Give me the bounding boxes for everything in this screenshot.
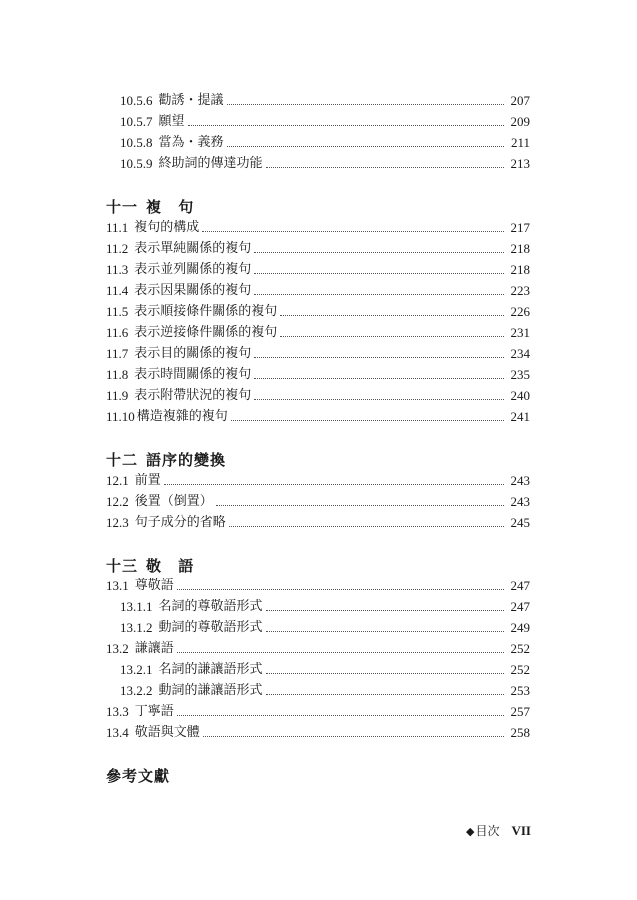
entry-number: 11.2	[106, 241, 129, 256]
entry-page: 247	[510, 599, 530, 614]
entry-page: 252	[510, 641, 530, 656]
entry-page: 218	[510, 262, 530, 277]
entry-page: 213	[510, 156, 530, 171]
dot-leader	[266, 609, 504, 611]
entry-title: 表示逆接條件關係的複句	[134, 325, 278, 340]
chapter-title: 敬 語	[146, 557, 200, 575]
chapter-heading	[106, 449, 226, 470]
toc-entry	[0, 678, 637, 699]
references-title: 參考文獻	[106, 767, 171, 785]
entry-title: 敬語與文體	[134, 725, 200, 740]
entry-title: 複句的構成	[134, 220, 200, 235]
entry-title: 表示目的關係的複句	[134, 346, 252, 361]
entry-page: 249	[510, 620, 530, 635]
entry-page: 209	[510, 114, 530, 129]
entry-page: 218	[510, 241, 530, 256]
entry-title: 當為・義務	[158, 135, 224, 150]
entry-page: 240	[510, 388, 530, 403]
dot-leader	[254, 356, 504, 358]
toc-entry	[0, 215, 637, 236]
entry-title: 句子成分的省略	[134, 515, 226, 530]
entry-title: 表示順接條件關係的複句	[134, 304, 278, 319]
toc-entry	[0, 404, 637, 425]
entry-page: 252	[510, 662, 530, 677]
dot-leader	[254, 398, 504, 400]
toc-entry	[0, 720, 637, 741]
footer-label: 目次	[475, 824, 500, 838]
page-footer	[466, 822, 531, 839]
entry-page: 207	[510, 93, 530, 108]
entry-number: 10.5.9	[120, 156, 153, 171]
entry-page: 243	[510, 473, 530, 488]
entry-title: 表示單純關係的複句	[134, 241, 252, 256]
toc-entry	[0, 130, 637, 151]
entry-page: 253	[510, 683, 530, 698]
entry-number: 11.9	[106, 388, 129, 403]
chapter-number: 十一	[106, 198, 139, 216]
entry-number: 11.6	[106, 325, 129, 340]
entry-page: 235	[510, 367, 530, 382]
toc-entry	[0, 657, 637, 678]
entry-title: 尊敬語	[134, 578, 174, 593]
chapter-title: 複 句	[146, 198, 200, 216]
entry-number: 11.10	[106, 409, 135, 424]
entry-page: 217	[510, 220, 530, 235]
entry-number: 13.1.2	[120, 620, 153, 635]
dot-leader	[202, 230, 504, 232]
entry-page: 226	[510, 304, 530, 319]
entry-number: 11.5	[106, 304, 129, 319]
entry-number: 13.2.2	[120, 683, 153, 698]
entry-number: 13.4	[106, 725, 129, 740]
entry-number: 12.3	[106, 515, 129, 530]
entry-title: 動詞的謙讓語形式	[158, 683, 263, 698]
toc-entry	[0, 257, 637, 278]
toc-entry	[0, 88, 637, 109]
toc-entry	[0, 510, 637, 531]
dot-leader	[203, 735, 504, 737]
toc-entry	[0, 278, 637, 299]
chapter-heading	[106, 196, 199, 217]
entry-number: 13.3	[106, 704, 129, 719]
toc-entry	[0, 699, 637, 720]
dot-leader	[266, 630, 504, 632]
entry-number: 11.8	[106, 367, 129, 382]
entry-title: 表示並列關係的複句	[134, 262, 252, 277]
entry-title: 名詞的尊敬語形式	[158, 599, 263, 614]
entry-title: 丁寧語	[134, 704, 174, 719]
page-number: VII	[511, 823, 531, 838]
entry-page: 231	[510, 325, 530, 340]
diamond-icon: ◆	[466, 825, 475, 838]
entry-page: 245	[510, 515, 530, 530]
entry-number: 11.7	[106, 346, 129, 361]
entry-number: 13.2.1	[120, 662, 153, 677]
entry-page: 234	[510, 346, 530, 361]
entry-number: 10.5.7	[120, 114, 153, 129]
entry-title: 願望	[158, 114, 185, 129]
toc-entry	[0, 320, 637, 341]
toc-entry	[0, 236, 637, 257]
toc-entry	[0, 341, 637, 362]
entry-page: 258	[510, 725, 530, 740]
chapter-number: 十二	[106, 451, 139, 469]
toc-entry	[0, 489, 637, 510]
entry-title: 表示因果關係的複句	[134, 283, 252, 298]
dot-leader	[164, 483, 504, 485]
dot-leader	[266, 672, 504, 674]
dot-leader	[254, 293, 504, 295]
entry-number: 12.1	[106, 473, 129, 488]
toc-entry	[0, 383, 637, 404]
dot-leader	[254, 377, 504, 379]
toc-entry	[0, 362, 637, 383]
entry-title: 終助詞的傳達功能	[158, 156, 263, 171]
entry-title: 動詞的尊敬語形式	[158, 620, 263, 635]
entry-page: 223	[510, 283, 530, 298]
toc-entry	[0, 299, 637, 320]
dot-leader	[177, 588, 504, 590]
dot-leader	[227, 103, 504, 105]
toc-entry	[0, 636, 637, 657]
entry-page: 247	[510, 578, 530, 593]
toc-entry	[0, 594, 637, 615]
toc-entry	[0, 468, 637, 489]
dot-leader	[280, 335, 504, 337]
entry-title: 後置（倒置）	[134, 494, 213, 509]
entry-title: 勸誘・提議	[158, 93, 224, 108]
dot-leader	[177, 714, 504, 716]
references-heading	[106, 765, 170, 786]
toc-entry	[0, 109, 637, 130]
dot-leader	[177, 651, 504, 653]
chapter-title: 語序的變換	[146, 451, 227, 469]
entry-number: 11.4	[106, 283, 129, 298]
entry-title: 前置	[134, 473, 161, 488]
entry-page: 243	[510, 494, 530, 509]
toc-entry	[0, 151, 637, 172]
entry-page: 257	[510, 704, 530, 719]
entry-page: 241	[510, 409, 530, 424]
entry-number: 13.2	[106, 641, 129, 656]
entry-number: 11.3	[106, 262, 129, 277]
dot-leader	[216, 504, 504, 506]
toc-entry	[0, 573, 637, 594]
entry-title: 表示附帶狀況的複句	[134, 388, 252, 403]
entry-title: 構造複雜的複句	[136, 409, 228, 424]
entry-number: 11.1	[106, 220, 129, 235]
dot-leader	[188, 124, 504, 126]
dot-leader	[229, 525, 504, 527]
dot-leader	[231, 419, 504, 421]
entry-page: 211	[510, 135, 530, 150]
dot-leader	[254, 272, 504, 274]
toc-entry	[0, 615, 637, 636]
entry-number: 12.2	[106, 494, 129, 509]
chapter-number: 十三	[106, 557, 139, 575]
entry-title: 表示時間關係的複句	[134, 367, 252, 382]
dot-leader	[266, 166, 504, 168]
entry-number: 13.1	[106, 578, 129, 593]
entry-title: 謙讓語	[134, 641, 174, 656]
dot-leader	[254, 251, 504, 253]
entry-number: 10.5.6	[120, 93, 153, 108]
entry-number: 13.1.1	[120, 599, 153, 614]
entry-title: 名詞的謙讓語形式	[158, 662, 263, 677]
dot-leader	[266, 693, 504, 695]
dot-leader	[280, 314, 504, 316]
entry-number: 10.5.8	[120, 135, 153, 150]
dot-leader	[227, 145, 504, 147]
